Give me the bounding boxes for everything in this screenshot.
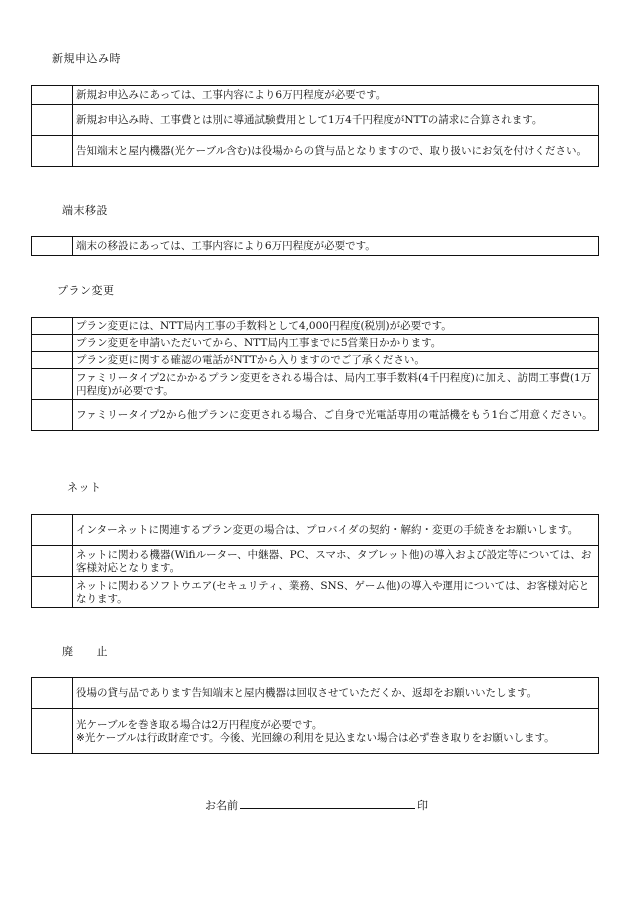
table-row — [32, 352, 599, 369]
table-row — [32, 577, 599, 608]
row-text: ネットに関わる機器(Wifiルーター、中継器、PC、スマホ、タブレット他)の導入および設定等については、お客様対応となります。 — [73, 546, 599, 577]
checkbox-cell[interactable] — [32, 136, 73, 167]
section-heading-internet: ネット — [67, 481, 102, 494]
section-heading-new-application: 新規申込み時 — [52, 52, 121, 65]
checkbox-cell[interactable] — [32, 577, 73, 608]
checkbox-cell[interactable] — [32, 237, 73, 256]
table-terminal-relocation — [31, 236, 599, 256]
name-input-line[interactable] — [240, 797, 415, 809]
row-text: 光ケーブルを巻き取る場合は2万円程度が必要です。 ※光ケーブルは行政財産です。今後、光回線の利用を見込まない場合は必ず巻き取りをお願いします。 — [73, 709, 599, 754]
checkbox-cell[interactable] — [32, 318, 73, 335]
row-text: インターネットに関連するプラン変更の場合は、プロバイダの契約・解約・変更の手続きをお願いします。 — [73, 515, 599, 546]
row-text: プラン変更に関する確認の電話がNTTから入りますのでご了承ください。 — [73, 352, 599, 369]
table-row — [32, 318, 599, 335]
checkbox-cell[interactable] — [32, 352, 73, 369]
table-cancellation — [31, 677, 599, 754]
section-heading-terminal-relocation: 端末移設 — [62, 204, 108, 217]
checkbox-cell[interactable] — [32, 546, 73, 577]
table-row — [32, 678, 599, 709]
table-row — [32, 515, 599, 546]
table-plan-change — [31, 317, 599, 431]
table-row — [32, 546, 599, 577]
row-text: プラン変更には、NTT局内工事の手数料として4,000円程度(税別)が必要です。 — [73, 318, 599, 335]
table-row — [32, 400, 599, 431]
section-heading-cancellation: 廃 止 — [62, 645, 108, 658]
row-text: 役場の貸与品であります告知端末と屋内機器は回収させていただくか、返却をお願いいたします。 — [73, 678, 599, 709]
row-text: ファミリータイプ2から他プランに変更される場合、ご自身で光電話専用の電話機をもう1台ご用意ください。 — [73, 400, 599, 431]
row-text: 新規お申込み時、工事費とは別に導通試験費用として1万4千円程度がNTTの請求に合算されます。 — [73, 105, 599, 136]
table-row — [32, 86, 599, 105]
checkbox-cell[interactable] — [32, 515, 73, 546]
table-row — [32, 709, 599, 754]
row-text: ネットに関わるソフトウエア(セキュリティ、業務、SNS、ゲーム他)の導入や運用については、お客様対応となります。 — [73, 577, 599, 608]
name-label: お名前 — [205, 799, 238, 812]
row-text: 新規お申込みにあっては、工事内容により6万円程度が必要です。 — [73, 86, 599, 105]
checkbox-cell[interactable] — [32, 335, 73, 352]
checkbox-cell[interactable] — [32, 709, 73, 754]
table-new-application — [31, 85, 599, 167]
checkbox-cell[interactable] — [32, 400, 73, 431]
checkbox-cell[interactable] — [32, 369, 73, 400]
table-row — [32, 136, 599, 167]
checkbox-cell[interactable] — [32, 105, 73, 136]
table-row — [32, 105, 599, 136]
row-text: ファミリータイプ2にかかるプラン変更をされる場合は、局内工事手数料(4千円程度)に加え、訪問工事費(1万円程度)が必要です。 — [73, 369, 599, 400]
table-row — [32, 369, 599, 400]
table-row — [32, 335, 599, 352]
row-text: 端末の移設にあっては、工事内容により6万円程度が必要です。 — [73, 237, 599, 256]
checkbox-cell[interactable] — [32, 86, 73, 105]
table-row — [32, 237, 599, 256]
signature-line — [205, 797, 428, 813]
table-internet — [31, 514, 599, 608]
row-text: プラン変更を申請いただいてから、NTT局内工事までに5営業日かかります。 — [73, 335, 599, 352]
row-text: 告知端末と屋内機器(光ケーブル含む)は役場からの貸与品となりますので、取り扱いにお気を付けください。 — [73, 136, 599, 167]
section-heading-plan-change: プラン変更 — [57, 284, 115, 297]
seal-label: 印 — [417, 799, 428, 812]
checkbox-cell[interactable] — [32, 678, 73, 709]
